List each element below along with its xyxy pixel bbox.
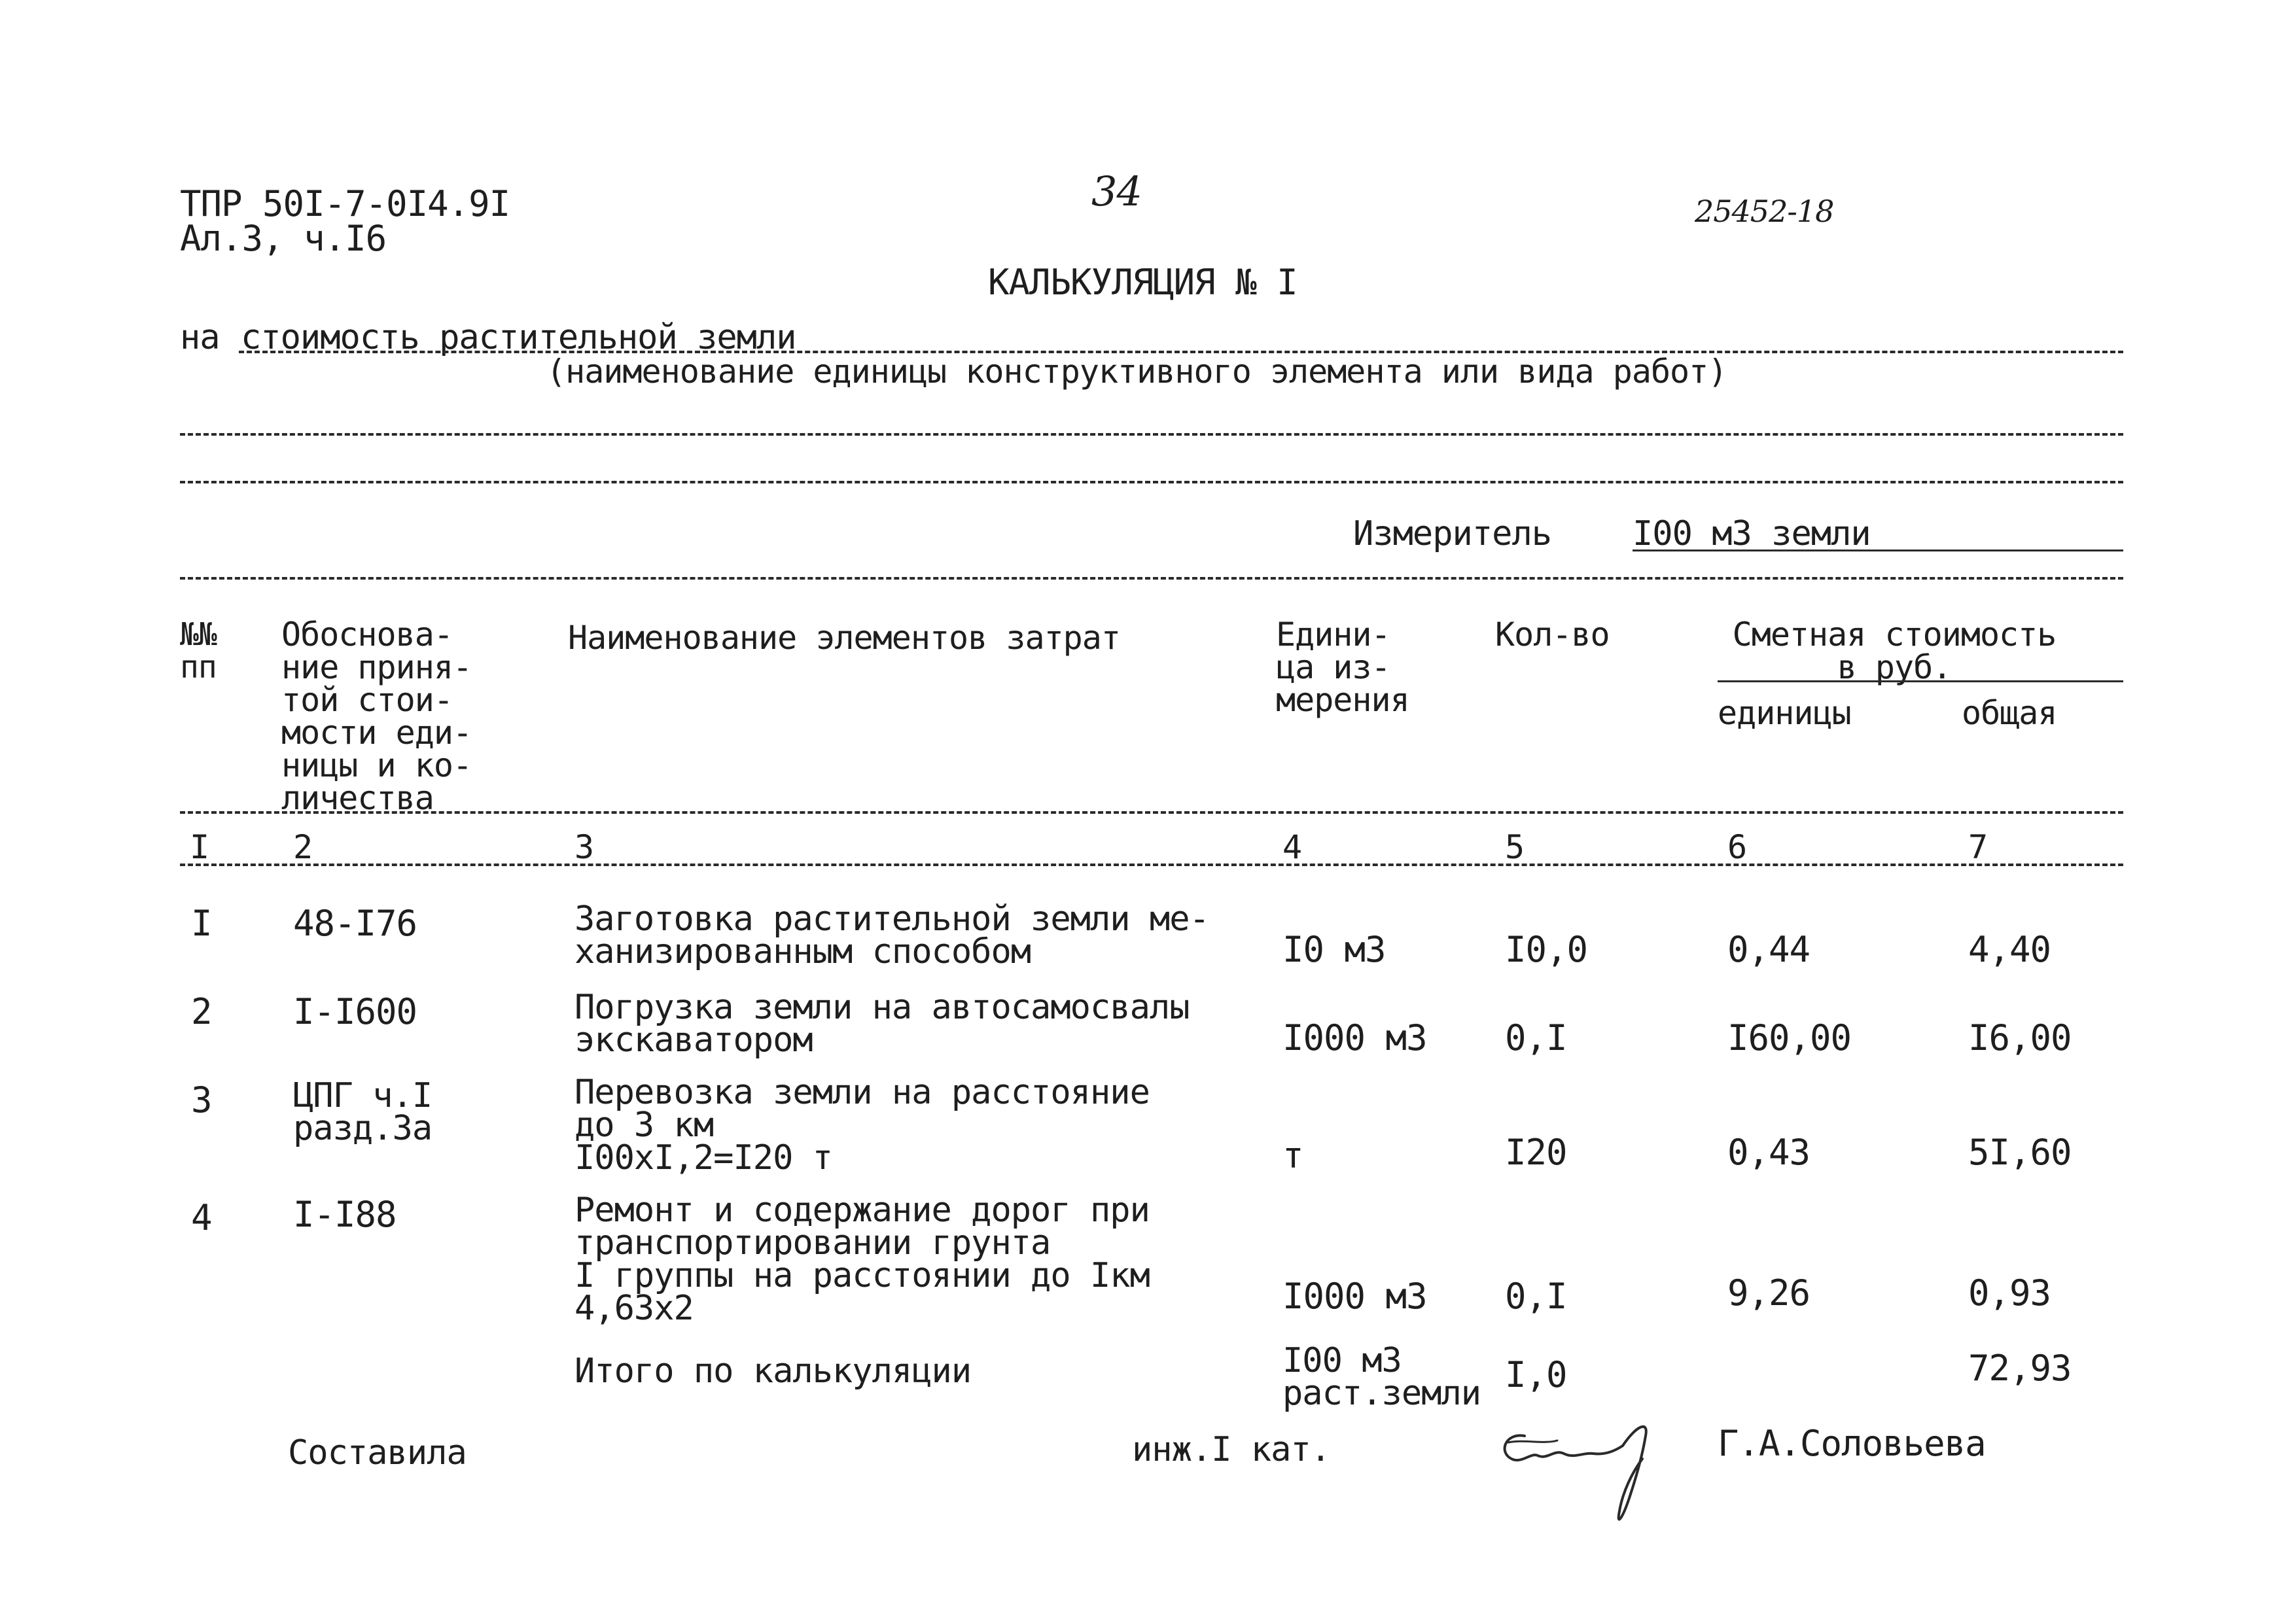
signature	[1485, 1406, 1682, 1537]
table-row-1-basis: 48-I76	[293, 903, 417, 944]
col-number-5: 5	[1505, 828, 1525, 866]
archive-number: 25452-18	[1695, 194, 1834, 229]
table-row-3-qty: I20	[1505, 1132, 1567, 1173]
table-row-1-num: I	[191, 903, 212, 944]
header-cost-group: Сметная стоимость в руб.	[1732, 616, 2057, 686]
total-label: Итого по калькуляции	[574, 1352, 972, 1391]
col-number-7: 7	[1968, 828, 1988, 866]
header-name: Наименование элементов затрат	[568, 619, 1120, 657]
col-number-1: I	[190, 828, 209, 866]
subject-caption: (наименование единицы конструктивного элемента или вида работ)	[546, 353, 1727, 391]
header-cost-unit: единицы	[1718, 694, 1851, 732]
table-row-3-basis: ЦПГ ч.I разд.3а	[293, 1076, 433, 1148]
table-row-4-basis: I-I88	[293, 1194, 397, 1235]
table-row-4-qty: 0,I	[1505, 1276, 1567, 1317]
col-number-2: 2	[293, 828, 313, 866]
subject-prefix: на	[180, 318, 220, 357]
total-sum: 72,93	[1968, 1348, 2072, 1389]
total-unit: I00 м3 раст.земли	[1282, 1341, 1481, 1413]
table-row-4-name: Ремонт и содержание дорог при транспортировании грунта I группы на расстоянии до Iкм 4,63x2	[574, 1191, 1150, 1328]
header-qty: Кол-во	[1495, 616, 1610, 654]
table-row-3-unit: т	[1282, 1135, 1303, 1176]
table-row-1-name: Заготовка растительной земли ме- ханизированным способом	[574, 899, 1209, 971]
table-row-2-qty: 0,I	[1505, 1017, 1567, 1058]
document-title: КАЛЬКУЛЯЦИЯ № I	[988, 262, 1298, 303]
document-code: ТПР 50I-7-0I4.9I	[180, 183, 510, 224]
table-row-4-num: 4	[191, 1197, 212, 1238]
header-cost-total: общая	[1962, 694, 2057, 732]
table-row-2-basis: I-I600	[293, 991, 417, 1032]
blank-line-1	[180, 433, 2123, 436]
col-number-4: 4	[1282, 828, 1302, 866]
table-row-2-total: I6,00	[1968, 1017, 2072, 1058]
table-row-1-qty: I0,0	[1505, 929, 1588, 970]
table-row-3-num: 3	[191, 1079, 212, 1121]
table-row-1-price: 0,44	[1727, 929, 1810, 970]
table-row-1-total: 4,40	[1968, 929, 2051, 970]
table-row-3-total: 5I,60	[1968, 1132, 2072, 1173]
page-number: 34	[1091, 167, 1142, 215]
table-row-4-unit: I000 м3	[1282, 1276, 1427, 1317]
total-qty: I,0	[1505, 1354, 1567, 1395]
measure-label: Измеритель	[1353, 514, 1552, 553]
table-row-4-total: 0,93	[1968, 1272, 2051, 1314]
table-top-rule	[180, 577, 2123, 580]
table-row-3-price: 0,43	[1727, 1132, 1810, 1173]
blank-line-2	[180, 481, 2123, 483]
album-reference: Ал.3, ч.I6	[180, 218, 387, 259]
measure-underline	[1633, 550, 2123, 551]
col-numbers-rule	[180, 864, 2123, 866]
measure-value: I00 м3 земли	[1633, 514, 1871, 553]
table-row-4-price: 9,26	[1727, 1272, 1810, 1314]
table-row-2-num: 2	[191, 991, 212, 1032]
author-position: инж.I кат.	[1132, 1430, 1331, 1469]
table-row-2-unit: I000 м3	[1282, 1017, 1427, 1058]
compiled-by-label: Составила	[288, 1433, 467, 1473]
col-number-3: 3	[574, 828, 594, 866]
header-basis: Обоснова- ние приня- той стои- мости еди- ницы и ко- личества	[281, 616, 472, 817]
header-num: №№ пп	[180, 616, 217, 686]
table-row-3-name: Перевозка земли на расстояние до 3 км I00xI,2=I20 т	[574, 1073, 1150, 1178]
subject-text: стоимость растительной земли	[241, 318, 796, 357]
header-bottom-rule	[180, 811, 2123, 814]
col-number-6: 6	[1727, 828, 1747, 866]
header-unit: Едини- ца из- мерения	[1276, 616, 1409, 719]
table-row-1-unit: I0 м3	[1282, 929, 1386, 970]
table-row-2-name: Погрузка земли на автосамосвалы экскаватором	[574, 988, 1190, 1060]
cost-group-underline	[1718, 680, 2123, 682]
author-name: Г.А.Соловьева	[1718, 1423, 1986, 1464]
table-row-2-price: I60,00	[1727, 1017, 1852, 1058]
